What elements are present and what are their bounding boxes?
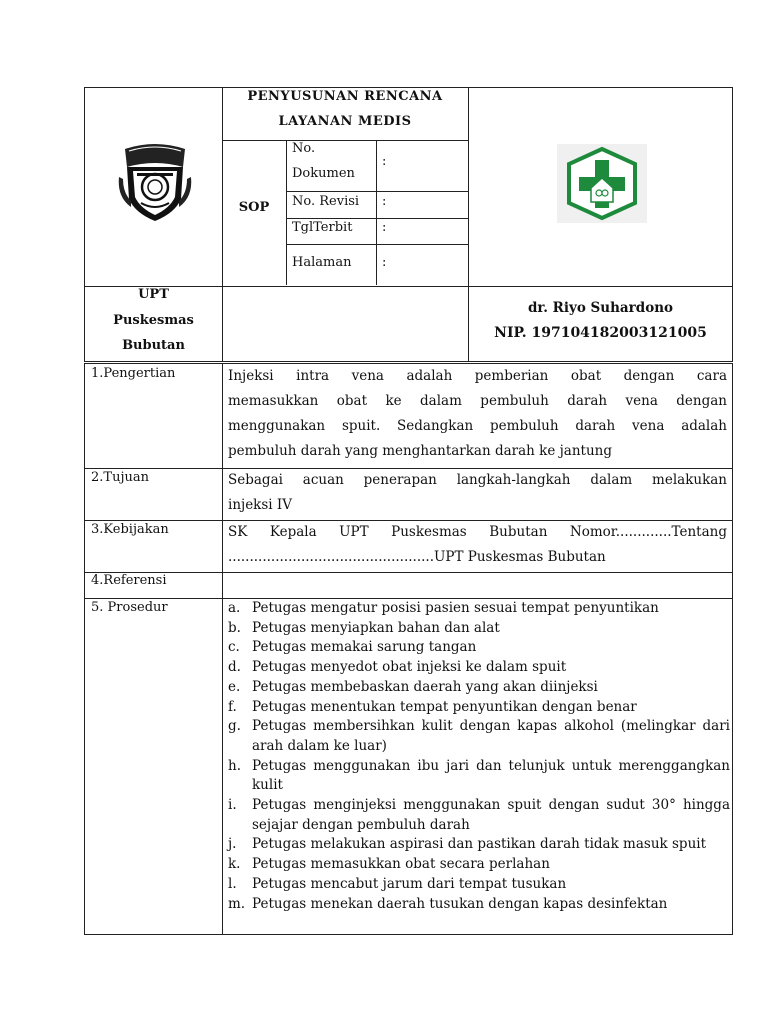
field-tgl-terbit-label: TglTerbit (292, 220, 353, 235)
text-line: memasukkan obat ke dalam pembuluh darah vena dengan (228, 393, 727, 409)
text-line: Sebagai acuan penerapan langkah-langkah dalam melakukan (228, 472, 727, 488)
section-text-pengertian (228, 364, 727, 464)
step-text: Petugas melakukan aspirasi dan pastikan darah tidak masuk spuit (252, 836, 707, 853)
step-text: Petugas memakai sarung tangan (252, 639, 477, 656)
puskesmas-cross-icon (557, 144, 647, 223)
divider (286, 191, 468, 192)
section-label-tujuan: 2.Tujuan (91, 470, 149, 485)
field-no-dokumen-label-2: Dokumen (292, 166, 355, 181)
section-label-pengertian: 1.Pengertian (91, 366, 176, 381)
procedure-step (228, 895, 730, 915)
divider (376, 140, 377, 285)
divider (222, 140, 468, 141)
section-text-kebijakan (228, 520, 727, 570)
document-title-line2: LAYANAN MEDIS (278, 114, 412, 129)
text-line: injeksi IV (228, 497, 292, 513)
field-no-revisi-label: No. Revisi (292, 194, 360, 209)
step-text: Petugas menekan daerah tusukan dengan kapas desinfektan (252, 895, 668, 912)
org-line-2: Puskesmas (113, 313, 194, 328)
text-line: ................................................UPT Puskesmas Bubutan (228, 549, 606, 565)
procedure-step (228, 757, 730, 796)
field-no-revisi-value: : (382, 194, 387, 209)
procedure-step (228, 619, 730, 639)
field-no-dokumen-value: : (382, 154, 387, 169)
procedure-step (228, 658, 730, 678)
field-halaman-label: Halaman (292, 255, 352, 270)
step-marker: k. (228, 856, 241, 873)
text-line: menggunakan spuit. Sedangkan pembuluh darah vena adalah (228, 418, 727, 434)
step-text: Petugas menyiapkan bahan dan alat (252, 619, 500, 636)
step-marker: h. (228, 757, 241, 774)
text-line: SK Kepala UPT Puskesmas Bubutan Nomor.............Tentang (228, 524, 727, 540)
section-label-kebijakan: 3.Kebijakan (91, 522, 169, 537)
text-line: pembuluh darah yang menghantarkan darah ke jantung (228, 443, 612, 459)
step-text: Petugas memasukkan obat secara perlahan (252, 856, 550, 873)
step-marker: f. (228, 698, 237, 715)
procedure-step (228, 678, 730, 698)
step-text: Petugas membebaskan daerah yang akan diinjeksi (252, 678, 598, 695)
field-halaman-value: : (382, 255, 387, 270)
field-tgl-terbit-value: : (382, 220, 387, 235)
step-text: Petugas membersihkan kulit dengan kapas alkohol (melingkar dari arah dalam ke luar) (252, 718, 730, 754)
step-text: Petugas menyedot obat injeksi ke dalam spuit (252, 659, 567, 676)
procedure-step (228, 717, 730, 756)
step-marker: g. (228, 718, 241, 735)
sop-label: SOP (238, 200, 270, 215)
procedure-step (228, 698, 730, 718)
step-text: Petugas menginjeksi menggunakan spuit dengan sudut 30° hingga sejajar dengan pembuluh darah (252, 797, 730, 833)
step-marker: b. (228, 619, 241, 636)
divider (468, 88, 469, 361)
step-text: Petugas mencabut jarum dari tempat tusukan (252, 875, 567, 892)
section-text-tujuan (228, 468, 727, 518)
divider (286, 244, 468, 245)
signer-nip: NIP. 197104182003121005 (494, 325, 707, 341)
procedure-step (228, 855, 730, 875)
divider (222, 364, 223, 934)
procedure-list (228, 599, 730, 914)
step-marker: e. (228, 678, 241, 695)
step-marker: a. (228, 600, 241, 616)
procedure-step (228, 875, 730, 895)
step-marker: j. (228, 836, 237, 853)
step-text: Petugas mengatur posisi pasien sesuai tempat penyuntikan (252, 600, 659, 616)
step-marker: c. (228, 639, 240, 656)
text-line: Injeksi intra vena adalah pemberian obat dengan cara (228, 368, 727, 384)
step-marker: m. (228, 895, 246, 912)
divider (222, 286, 223, 361)
document-title-line1: PENYUSUNAN RENCANA (247, 89, 443, 104)
divider (85, 572, 732, 573)
signer-name: dr. Riyo Suhardono (527, 300, 674, 316)
sop-header (84, 87, 733, 362)
procedure-step (228, 599, 730, 619)
divider (286, 140, 287, 285)
procedure-step (228, 638, 730, 658)
step-marker: i. (228, 797, 237, 814)
org-line-1: UPT (138, 287, 169, 302)
step-marker: d. (228, 659, 241, 676)
divider (286, 218, 468, 219)
sop-body (84, 363, 733, 935)
step-marker: l. (228, 875, 237, 892)
emblem-icon (115, 141, 195, 223)
step-text: Petugas menentukan tempat penyuntikan dengan benar (252, 698, 637, 715)
procedure-step (228, 796, 730, 835)
org-line-3: Bubutan (122, 338, 185, 353)
step-text: Petugas menggunakan ibu jari dan telunjuk untuk merenggangkan kulit (252, 757, 730, 794)
section-label-referensi: 4.Referensi (91, 573, 167, 588)
procedure-step (228, 835, 730, 855)
section-label-prosedur: 5. Prosedur (91, 600, 168, 615)
field-no-dokumen-label-1: No. (292, 141, 316, 156)
